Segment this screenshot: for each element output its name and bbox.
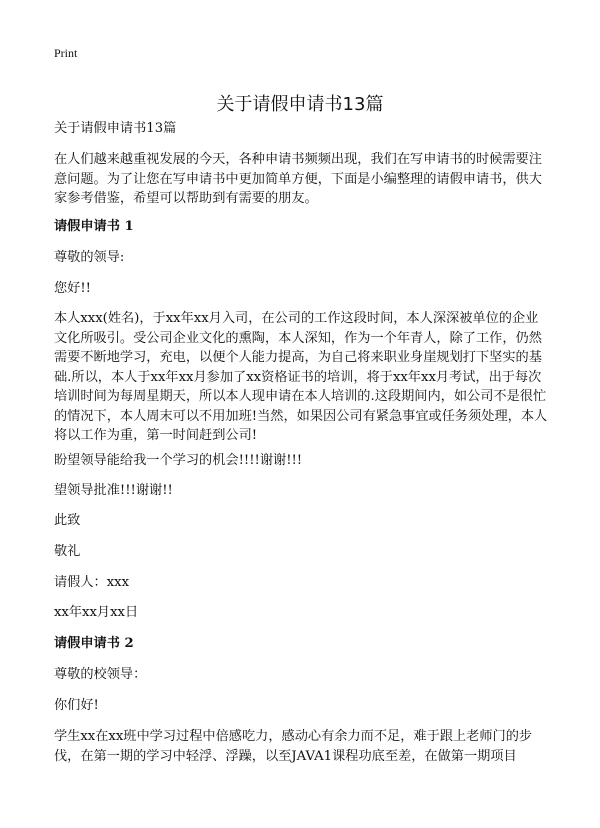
doc-subtitle: 关于请假申请书13篇 [54,121,177,136]
intro-paragraph: 在人们越来越重视发展的今天，各种申请书频频出现，我们在写申请书的时候需要注意问题。为了让您在写申请书中更加简单方便，下面是小编整理的请假申请书，供大家参考借鉴，希望可以帮助到有需要的朋友。 [54,152,542,206]
letter2-greeting: 你们好! [54,698,99,713]
letter1-closing-1: 此致 [54,513,81,528]
letter1-approve: 望领导批准!!!谢谢!! [54,483,173,498]
letter2-body: 学生xx在xx班中学习过程中倍感吃力，感动心有余力而不足，难于跟上老师门的步伐，在第一期的学习中轻浮、浮躁，以至JAVA1课程功底至差，在做第一期项目 [54,729,533,764]
letter2-salutation: 尊敬的校领导： [54,667,147,682]
letter1-greeting: 您好!! [54,281,91,296]
print-link[interactable]: Print [54,46,78,60]
letter1-signer: 请假人：xxx [54,575,130,590]
letter1-date: xx年xx月xx日 [54,605,139,620]
letter1-heading: 请假申请书 1 [54,219,134,234]
letter1-hope: 盼望领导能给我一个学习的机会!!!!谢谢!!! [54,453,303,468]
letter1-body: 本人xxx(姓名)，于xx年xx月入司，在公司的工作这段时间，本人深深被单位的企业文化所吸引。受公司企业文化的熏陶，本人深知，作为一个年青人，除了工作，仍然需要不断地学习，充电，以便个人能力提高，为自己将来职业身崖规划打下坚实的基础.所以，本人于xx年xx月参加了xx资格证书的培训，将于xx年xx月考试，出于每次培训时间为每周星期天，所以本人现申请在本人培训的.这段期间内，如公司不是很忙的情况下，本人周末可以不用加班!当然，如果因公司有紧急事宜或任务须处理，本人将以工作为重，第一时间赶到公司! [54,311,548,443]
letter1-salutation: 尊敬的领导: [54,250,125,265]
letter2-heading: 请假申请书 2 [54,636,134,651]
page-title: 关于请假申请书13篇 [216,94,384,116]
letter1-closing-2: 敬礼 [54,544,81,559]
